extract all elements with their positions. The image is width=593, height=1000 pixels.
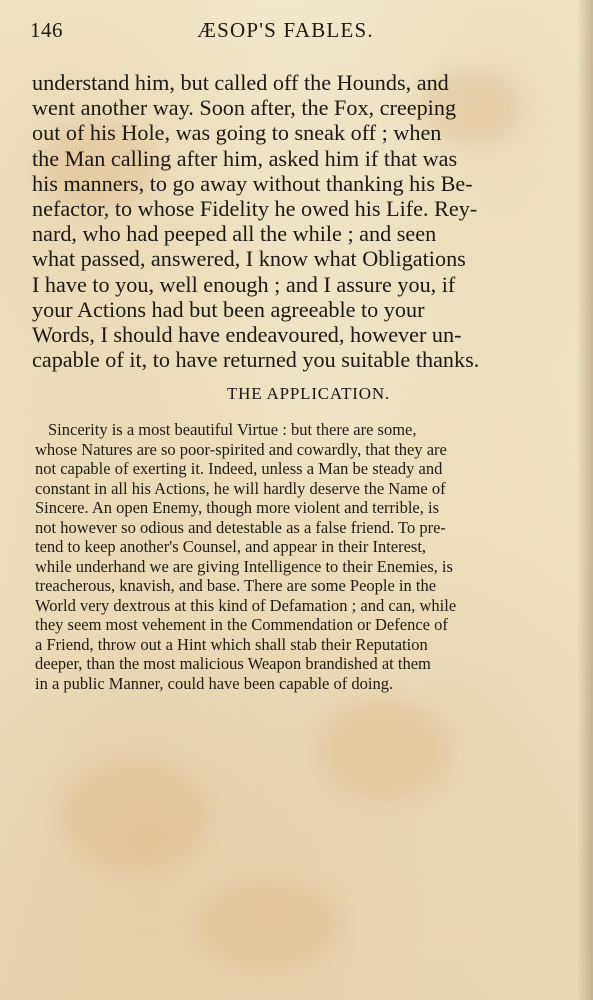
application-line-text: tend to keep another's Counsel, and appear in their Interest, — [35, 537, 427, 556]
fable-line — [32, 246, 557, 271]
fable-line-text: went another way. Soon after, the Fox, creeping — [32, 95, 457, 121]
application-line — [35, 654, 557, 674]
fable-line-text: your Actions had but been agreeable to your — [32, 296, 425, 322]
application-line-text: while underhand we are giving Intelligence to their Enemies, is — [35, 556, 453, 576]
paper-stain — [60, 760, 210, 870]
application-line — [35, 674, 557, 694]
application-line-text: World very dextrous at this kind of Defamation ; and can, while — [35, 595, 457, 615]
fable-line-text: Words, I should have endeavoured, however un- — [32, 322, 462, 348]
application-line — [35, 596, 557, 616]
application-line-text: whose Natures are so poor-spirited and cowardly, that they are — [35, 439, 447, 459]
paper-stain — [200, 880, 340, 970]
page-number: 146 — [30, 18, 63, 42]
fable-line — [32, 196, 557, 221]
fable-line — [32, 171, 557, 196]
paper-stain — [320, 700, 450, 800]
application-heading — [0, 384, 593, 404]
application-line-text: Sincere. An open Enemy, though more violent and terrible, is — [35, 498, 440, 517]
application-line-text: constant in all his Actions, he will hardly deserve the Name of — [35, 478, 446, 498]
application-line — [35, 615, 557, 635]
application-line — [35, 576, 557, 596]
application-line-text: a Friend, throw out a Hint which shall stab their Reputation — [35, 634, 428, 654]
fable-line — [32, 95, 557, 120]
application-line — [35, 440, 557, 460]
fable-line — [32, 347, 557, 372]
fable-line-text: understand him, but called off the Hounds, and — [32, 70, 449, 95]
application-line-text: not capable of exerting it. Indeed, unless a Man be steady and — [35, 459, 443, 478]
fable-line — [32, 221, 557, 246]
application-line-text: not however so odious and detestable as a false friend. To pre- — [35, 517, 446, 537]
page-header — [30, 18, 549, 50]
fable-line-text: his manners, to go away without thanking his Be- — [32, 170, 473, 196]
application-text — [35, 420, 557, 693]
running-head: ÆSOP'S FABLES. — [197, 18, 374, 42]
page-edge-shadow — [577, 0, 593, 1000]
fable-line-text: I have to you, well enough ; and I assure you, if — [32, 271, 456, 297]
fable-line-text: the Man calling after him, asked him if that was — [32, 145, 458, 171]
application-line — [35, 479, 557, 499]
fable-line-text: nefactor, to whose Fidelity he owed his Life. Rey- — [32, 196, 478, 222]
application-line — [35, 420, 557, 440]
application-line — [35, 557, 557, 577]
application-line-text: treacherous, knavish, and base. There are some People in the — [35, 576, 437, 595]
application-line — [35, 498, 557, 518]
fable-line — [32, 322, 557, 347]
application-line — [35, 537, 557, 557]
fable-line — [32, 70, 557, 95]
fable-line-text: capable of it, to have returned you suitable thanks. — [32, 347, 480, 373]
fable-line-text: what passed, answered, I know what Obligations — [32, 246, 466, 272]
application-heading-text: THE APPLICATION. — [227, 384, 390, 403]
application-line-text: deeper, than the most malicious Weapon brandished at them — [35, 654, 431, 673]
application-line — [35, 635, 557, 655]
fable-line — [32, 146, 557, 171]
fable-line-text: out of his Hole, was going to sneak off ; when — [32, 120, 442, 146]
fable-line-text: nard, who had peeped all the while ; and seen — [32, 221, 437, 247]
application-line — [35, 459, 557, 479]
fable-line — [32, 120, 557, 145]
fable-line — [32, 272, 557, 297]
application-line-text: Sincerity is a most beautiful Virtue : but there are some, — [48, 420, 417, 439]
fable-text — [32, 70, 557, 372]
fable-line — [32, 297, 557, 322]
application-line — [35, 518, 557, 538]
application-line-text: in a public Manner, could have been capable of doing. — [35, 673, 394, 693]
application-line-text: they seem most vehement in the Commendation or Defence of — [35, 615, 448, 634]
